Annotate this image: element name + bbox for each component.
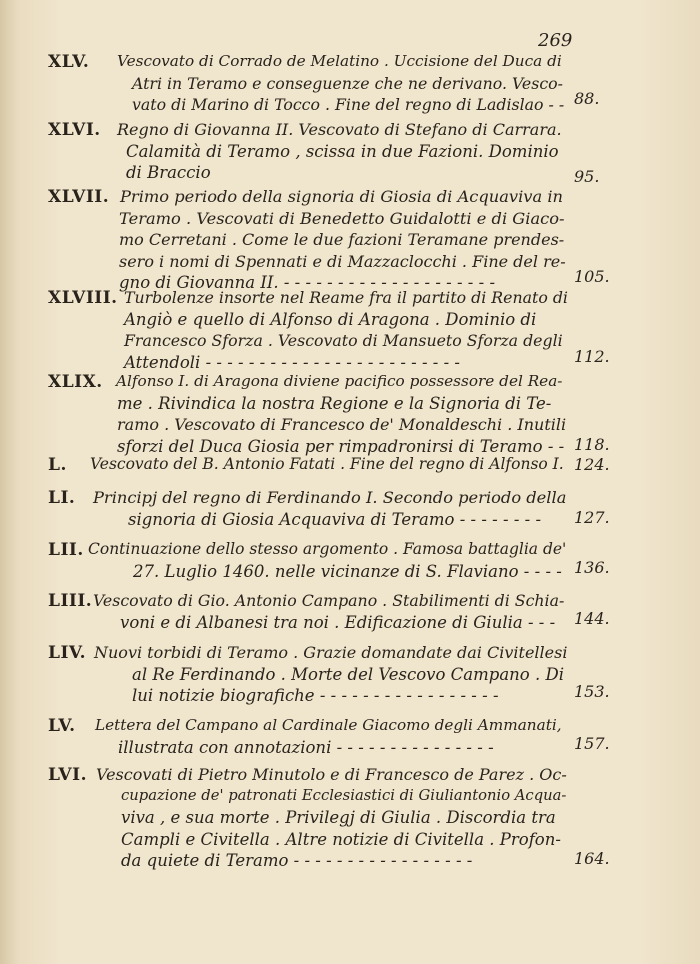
chapter-title-line: mo Cerretani . Come le due fazioni Teramane prendes-	[119, 230, 565, 249]
chapter-title-line: Campli e Civitella . Altre notizie di Civitella . Profon-	[121, 829, 561, 849]
chapter-title-line: Lettera del Campano al Cardinale Giacomo degli Ammanati,	[95, 716, 562, 734]
chapter-number: XLVIII.	[48, 288, 118, 308]
page-reference: 112.	[574, 346, 610, 366]
chapter-title-line: Vescovato del B. Antonio Fatati . Fine del regno di Alfonso I.	[90, 455, 564, 473]
chapter-number: LIII.	[48, 591, 93, 611]
chapter-title-line: Teramo . Vescovati di Benedetto Guidalotti e di Giaco-	[119, 208, 565, 228]
page-reference: 164.	[574, 849, 610, 868]
chapter-number: LI.	[48, 488, 76, 508]
page-reference: 153.	[574, 682, 610, 701]
chapter-title-line: cupazione de' patronati Ecclesiastici di Giuliantonio Acqua-	[121, 786, 567, 804]
chapter-title-line: Vescovato di Corrado de Melatino . Uccisione del Duca di	[117, 52, 562, 70]
chapter-title-line: sero i nomi di Spennati e di Mazzaclocchi . Fine del re-	[119, 251, 566, 271]
chapter-title-line: Angiò e quello di Alfonso di Aragona . Dominio di	[124, 309, 537, 329]
chapter-title-line: Regno di Giovanna II. Vescovato di Stefano di Carrara.	[117, 120, 562, 139]
chapter-title-line: gno di Giovanna II. - - - - - - - - - - - - - - - - - - - -	[119, 273, 496, 292]
page-reference: 144.	[574, 608, 610, 628]
chapter-number: XLIX.	[48, 372, 103, 392]
chapter-number: LIV.	[48, 643, 87, 663]
page-number: 269	[538, 30, 573, 51]
chapter-title-line: voni e di Albanesi tra noi . Edificazione di Giulia - - -	[120, 612, 556, 632]
chapter-title-line: lui notizie biografiche - - - - - - - - - - - - - - - - -	[132, 686, 499, 705]
chapter-title-line: di Braccio	[126, 163, 211, 182]
chapter-number: LV.	[48, 716, 76, 736]
chapter-title-line: vato di Marino di Tocco . Fine del regno di Ladislao - -	[132, 95, 565, 114]
page-reference: 136.	[574, 557, 610, 577]
chapter-title-line: 27. Luglio 1460. nelle vicinanze di S. Flaviano - - - -	[133, 561, 562, 581]
chapter-title-line: sforzi del Duca Giosia per rimpadronirsi di Teramo - -	[117, 436, 565, 456]
chapter-title-line: me . Rivindica la nostra Regione e la Signoria di Te-	[117, 393, 552, 413]
page-reference: 105.	[574, 267, 610, 286]
page-reference: 118.	[574, 434, 610, 454]
page-reference: 124.	[574, 455, 610, 474]
chapter-title-line: viva , e sua morte . Privilegj di Giulia . Discordia tra	[121, 808, 556, 827]
chapter-title-line: Alfonso I. di Aragona diviene pacifico possessore del Rea-	[116, 372, 563, 390]
page-reference: 95.	[574, 167, 600, 186]
chapter-title-line: Vescovato di Gio. Antonio Campano . Stabilimenti di Schia-	[93, 591, 565, 610]
chapter-number: XLVII.	[48, 187, 110, 207]
chapter-title-line: illustrata con annotazioni - - - - - - - - - - - - - - -	[118, 737, 494, 757]
chapter-title-line: Vescovati di Pietro Minutolo e di Francesco de Parez . Oc-	[96, 765, 567, 784]
page-reference: 157.	[574, 733, 610, 753]
chapter-title-line: ramo . Vescovato di Francesco de' Monaldeschi . Inutili	[117, 415, 567, 434]
chapter-title-line: Turbolenze insorte nel Reame fra il partito di Renato di	[124, 288, 568, 307]
chapter-title-line: Attendoli - - - - - - - - - - - - - - - - - - - - - - - -	[124, 352, 461, 372]
chapter-title-line: Continuazione dello stesso argomento . Famosa battaglia de'	[88, 540, 567, 558]
chapter-title-line: Calamità di Teramo , scissa in due Fazioni. Dominio	[126, 141, 559, 161]
chapter-number: LVI.	[48, 765, 87, 785]
chapter-title-line: da quiete di Teramo - - - - - - - - - - - - - - - - -	[121, 851, 473, 870]
chapter-number: XLV.	[48, 52, 90, 72]
chapter-title-line: Primo periodo della signoria di Giosia di Acquaviva in	[120, 187, 563, 206]
chapter-number: L.	[48, 455, 67, 475]
chapter-title-line: Francesco Sforza . Vescovato di Mansueto Sforza degli	[124, 331, 563, 350]
chapter-title-line: Nuovi torbidi di Teramo . Grazie domandate dai Civitellesi	[94, 643, 568, 662]
chapter-number: LII.	[48, 540, 84, 560]
chapter-title-line: signoria di Giosia Acquaviva di Teramo - - - - - - - -	[128, 509, 542, 529]
page-reference: 88.	[574, 89, 600, 108]
chapter-title-line: Atri in Teramo e conseguenze che ne derivano. Vesco-	[132, 73, 563, 93]
chapter-title-line: Principj del regno di Ferdinando I. Secondo periodo della	[93, 488, 567, 507]
chapter-title-line: al Re Ferdinando . Morte del Vescovo Campano . Di	[132, 664, 564, 684]
page-reference: 127.	[574, 507, 610, 527]
chapter-number: XLVI.	[48, 120, 101, 140]
